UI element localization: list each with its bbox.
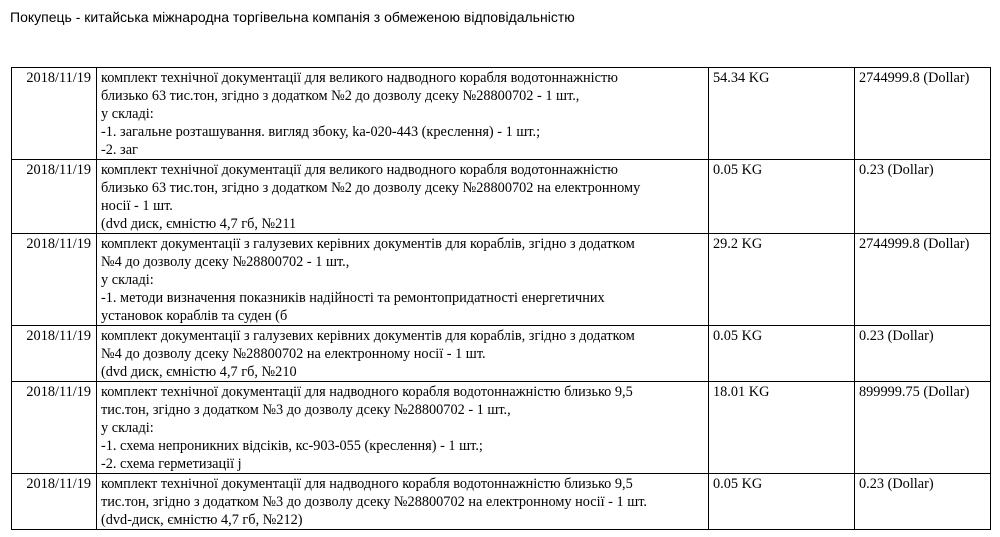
description-line: (dvd-диск, ємністю 4,7 гб, №212) xyxy=(101,512,303,528)
description-line: установок кораблів та суден (б xyxy=(101,308,288,324)
weight-cell: 0.05 KG xyxy=(709,474,855,530)
description-line: -1. схема непроникних відсіків, кс-903-055 (креслення) - 1 шт.; xyxy=(101,438,483,454)
table-row xyxy=(12,68,991,160)
description-line: -1. загальне розташування. вигляд збоку, ka-020-443 (креслення) - 1 шт.; xyxy=(101,124,541,140)
description-line: тис.тон, згідно з додатком №3 до дозволу дсеку №28800702 - 1 шт., xyxy=(101,402,511,418)
table-row xyxy=(12,474,991,530)
description-line: тис.тон, згідно з додатком №3 до дозволу дсеку №28800702 на електронному носії - 1 шт. xyxy=(101,494,647,510)
table-row xyxy=(12,160,991,234)
weight-cell: 54.34 KG xyxy=(709,68,855,160)
date-cell: 2018/11/19 xyxy=(12,474,97,530)
weight-cell: 18.01 KG xyxy=(709,382,855,474)
date-cell: 2018/11/19 xyxy=(12,382,97,474)
description-line: близько 63 тис.тон, згідно з додатком №2 до дозволу дсеку №28800702 - 1 шт., xyxy=(101,88,580,104)
description-line: носії - 1 шт. xyxy=(101,198,173,214)
description-cell xyxy=(97,382,709,474)
description-line: у складі: xyxy=(101,106,154,122)
description-line: (dvd диск, ємністю 4,7 гб, №210 xyxy=(101,364,297,380)
description-line: -1. методи визначення показників надійності та ремонтопридатності енергетичних xyxy=(101,290,605,306)
page-title: Покупець - китайська міжнародна торгівельна компанія з обмеженою відповідальністю xyxy=(10,9,575,25)
table-row xyxy=(12,382,991,474)
description-cell xyxy=(97,68,709,160)
description-line: №4 до дозволу дсеку №28800702 - 1 шт., xyxy=(101,254,350,270)
description-line: комплект технічної документації для великого надводного корабля водотоннажністю xyxy=(101,70,618,86)
weight-cell: 0.05 KG xyxy=(709,160,855,234)
weight-cell: 0.05 KG xyxy=(709,326,855,382)
description-line: комплект документації з галузевих керівних документів для кораблів, згідно з додатком xyxy=(101,328,635,344)
description-line: у складі: xyxy=(101,420,154,436)
value-cell: 899999.75 (Dollar) xyxy=(855,382,991,474)
description-line: (dvd диск, ємністю 4,7 гб, №211 xyxy=(101,216,297,232)
description-cell xyxy=(97,474,709,530)
date-cell: 2018/11/19 xyxy=(12,160,97,234)
description-line: -2. заг xyxy=(101,142,138,158)
date-cell: 2018/11/19 xyxy=(12,68,97,160)
description-line: комплект технічної документації для надводного корабля водотоннажністю близько 9,5 xyxy=(101,476,633,492)
value-cell: 0.23 (Dollar) xyxy=(855,160,991,234)
weight-cell: 29.2 KG xyxy=(709,234,855,326)
description-cell xyxy=(97,160,709,234)
description-line: комплект документації з галузевих керівних документів для кораблів, згідно з додатком xyxy=(101,236,635,252)
description-line: -2. схема герметизації ј xyxy=(101,456,242,472)
description-line: близько 63 тис.тон, згідно з додатком №2 до дозволу дсеку №28800702 на електронному xyxy=(101,180,641,196)
description-cell xyxy=(97,234,709,326)
value-cell: 0.23 (Dollar) xyxy=(855,326,991,382)
value-cell: 0.23 (Dollar) xyxy=(855,474,991,530)
description-line: комплект технічної документації для великого надводного корабля водотоннажністю xyxy=(101,162,618,178)
date-cell: 2018/11/19 xyxy=(12,326,97,382)
records-table xyxy=(11,67,991,530)
description-cell xyxy=(97,326,709,382)
table-row xyxy=(12,326,991,382)
table-row xyxy=(12,234,991,326)
description-line: №4 до дозволу дсеку №28800702 на електронному носії - 1 шт. xyxy=(101,346,486,362)
value-cell: 2744999.8 (Dollar) xyxy=(855,234,991,326)
description-line: у складі: xyxy=(101,272,154,288)
description-line: комплект технічної документації для надводного корабля водотоннажністю близько 9,5 xyxy=(101,384,633,400)
value-cell: 2744999.8 (Dollar) xyxy=(855,68,991,160)
date-cell: 2018/11/19 xyxy=(12,234,97,326)
